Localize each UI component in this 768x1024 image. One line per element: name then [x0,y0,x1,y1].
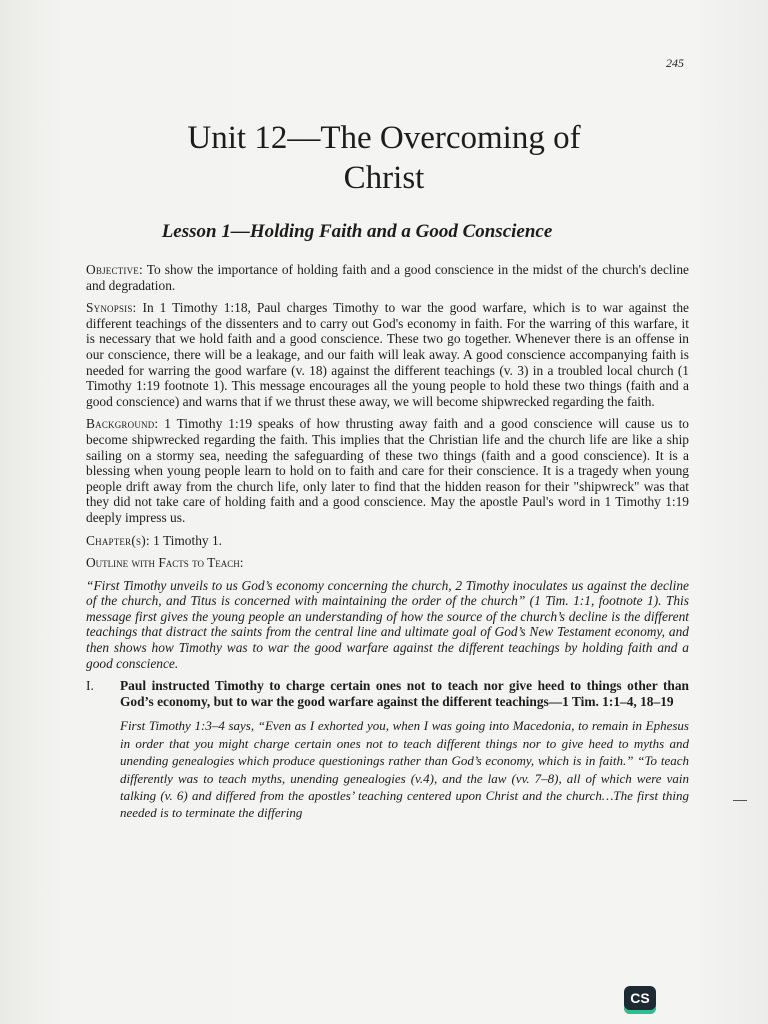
objective-text: To show the importance of holding faith and a good conscience in the midst of the church's decline and degradation. [86,262,689,293]
background-paragraph [86,416,689,525]
background-label: Background: [86,416,159,432]
unit-title-line2: Christ [343,160,425,196]
chapters-text: 1 Timothy 1. [153,532,222,548]
page-number: 245 [666,56,684,70]
synopsis-text: In 1 Timothy 1:18, Paul charges Timothy to war the good warfare, which is to war against the different teachings of the dissenters and to carry out God's economy in faith. For the warring of this warfare, it is necessary that we hold faith and a good conscience. These two go together. Whenever there is an offense in our conscience, there will be a leakage, and our faith will leak away. A good conscience accompanying faith is needed for warring the good warfare (v. 18) against the different teachings (v. 3) in a troubled local church (1 Timothy 1:19 footnote 1). This message encourages all the young people to hold these two things (faith and a good conscience) and warns that if we thrust these away, we will become shipwrecked regarding the faith. [86,300,689,409]
lesson-body [86,262,689,829]
chapters-paragraph [86,533,689,549]
outline-point-quote: First Timothy 1:3–4 says, “Even as I exhorted you, when I was going into Macedonia, to remain in Ephesus in order that you might charge certain ones not to teach different things nor to give heed to myths and unending genealogies which produce questionings rather than God’s economy, which is in faith.” “To teach differently was to teach myths, unending genealogies (v.4), and the law (vv. 7–8), all of which were vain talking (v. 6) and differed from the apostles’ teaching centered upon Christ and the church…The first thing needed is to terminate the differing [120,718,689,821]
outline-point-text: Paul instructed Timothy to charge certain ones not to teach nor give heed to things other than God’s economy, but to war the good warfare against the different teachings—1 Tim. 1:1–4, 18–19 [120,678,689,709]
outline-point-numeral: I. [86,678,94,694]
outline-heading: Outline with Facts to Teach: [86,555,244,571]
background-text: 1 Timothy 1:19 speaks of how thrusting away faith and a good conscience will cause us to become shipwrecked regarding the faith. This implies that the Christian life and the church life are like a ship sailing on a stormy sea, needing the safeguarding of these two things (faith and a good conscience). It is a blessing when young people learn to hold on to faith and care for their conscience. It is a tragedy when young people drift away from the church life, only later to find that the hidden reason for their "shipwreck" was that they did not take care of holding faith and a good conscience. May the apostle Paul's word in 1 Timothy 1:19 deeply impress us. [86,416,689,525]
lesson-title: Lesson 1—Holding Faith and a Good Conscience [161,221,553,242]
unit-title-line1: Unit 12—The Overcoming of [187,120,581,156]
synopsis-label: Synopsis: [86,300,137,316]
chapters-label: Chapter(s): [86,532,150,548]
intro-quote: “First Timothy unveils to us God’s economy concerning the church, 2 Timothy inoculates us against the decline of the church, and Titus is concerned with maintaining the order of the church” (1 Tim. 1:1, footnote 1). This message first gives the young people an understanding of how the source of the church’s decline is the different teachings that distract the saints from the central line and ultimate goal of God’s New Testament economy, and then shows how Timothy was to war the good warfare against the different teachings by holding faith and a good conscience. [86,577,689,671]
objective-paragraph [86,262,689,293]
camscanner-badge[interactable]: CS [624,986,656,1014]
margin-mark [733,800,747,801]
unit-title [0,118,768,198]
synopsis-paragraph [86,300,689,409]
objective-label: Objective: [86,262,143,277]
outline-point [86,678,689,709]
